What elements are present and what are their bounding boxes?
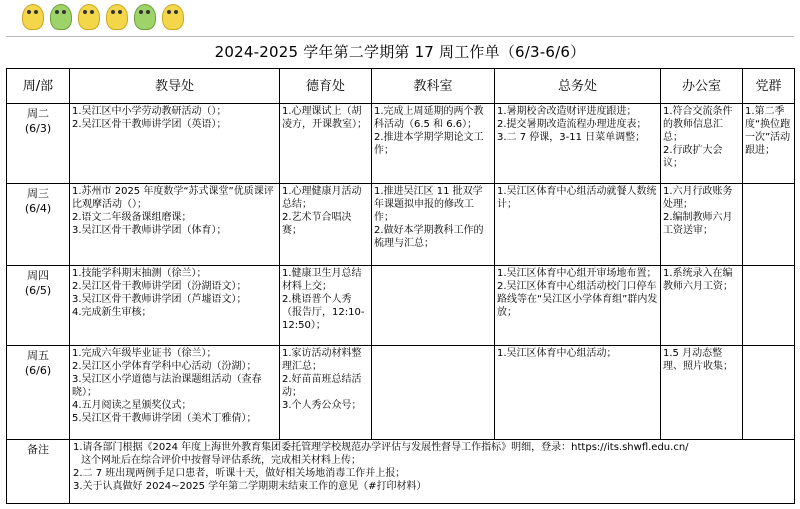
date-label: (6/4): [24, 202, 52, 215]
task-item: 1.吴江区体育中心组活动就餐人数统计；: [497, 186, 657, 210]
task-item: 2.语文二年级备课组磨课；: [72, 212, 192, 223]
header-cell: 周/部: [7, 69, 70, 104]
jiaodao-cell: [70, 346, 280, 440]
mascot-icon: [78, 4, 100, 30]
zongwu-cell: [495, 104, 661, 184]
date-label: (6/3): [24, 122, 52, 135]
deyu-cell: [280, 346, 372, 440]
notes-cell: [70, 440, 795, 504]
task-item: 1.系统录入在编教师六月工资；: [663, 268, 733, 292]
task-item: 1.推进吴江区 11 批双学年课题拟申报的修改工作；: [374, 186, 483, 223]
header-rule: [6, 36, 794, 37]
page-title: 2024-2025 学年第二学期第 17 周工作单（6/3-6/6）: [214, 43, 586, 61]
jiaodao-cell: [70, 184, 280, 266]
task-item: 1.符合交流条件的教师信息汇总；: [663, 106, 733, 143]
task-item: 1.吴江区体育中心组开审场地布置；: [497, 268, 657, 279]
task-item: 2.做好本学期教科工作的梳理与汇总；: [374, 225, 484, 249]
header-cell: 德育处: [280, 69, 372, 104]
task-item: 1.心理课试上（胡凌方，开课教室）；: [282, 106, 367, 130]
task-item: 4.完成新生审核；: [72, 307, 152, 318]
notes-row: [7, 440, 795, 504]
day-label: 周四: [27, 269, 49, 282]
day-cell: [7, 104, 70, 184]
note-item: 3.关于认真做好 2024~2025 学年第二学期期末结束工作的意见（#打印材料）: [73, 481, 427, 492]
task-item: 1.心理健康月活动总结；: [282, 186, 362, 210]
table-header-row: [7, 69, 795, 104]
bangong-cell: [661, 346, 743, 440]
header-cell: 党群: [743, 69, 795, 104]
note-item: 这个网址后在综合评价中按督导评估系统，完成相关材料上传；: [81, 455, 361, 466]
jiaoke-cell: [372, 266, 495, 346]
dangqun-cell: [743, 184, 795, 266]
mascot-icon: [50, 4, 72, 30]
day-label: 周五: [27, 349, 49, 362]
day-cell: [7, 346, 70, 440]
task-item: 2.吴江区小学体育学科中心活动（汾湖）；: [72, 361, 257, 372]
notes-label: 备注: [7, 440, 70, 504]
bangong-cell: [661, 184, 743, 266]
task-item: 2.提交暑期改造流程办理进度表；: [497, 119, 647, 130]
deyu-cell: [280, 104, 372, 184]
task-item: 3.吴江区小学道德与法治课题组活动（查春晓）；: [72, 374, 262, 398]
task-item: 2.吴江区体育中心组活动校门口停车路线等在“吴江区小学体育组”群内发放；: [497, 281, 658, 318]
mascot-icon: [162, 4, 184, 30]
jiaoke-cell: [372, 184, 495, 266]
task-item: 1.健康卫生月总结材料上交；: [282, 268, 362, 292]
task-item: 2.吴江区骨干教师讲学团（英语）；: [72, 119, 227, 130]
work-schedule-table: [6, 68, 795, 504]
day-cell: [7, 266, 70, 346]
task-item: 2.艺术节合唱决赛；: [282, 212, 352, 236]
dangqun-cell: [743, 266, 795, 346]
task-item: 3.个人秀公众号；: [282, 400, 362, 411]
task-item: 2.好苗苗班总结活动；: [282, 374, 362, 398]
table-row: [7, 104, 795, 184]
bangong-cell: [661, 104, 743, 184]
table-row: [7, 184, 795, 266]
deyu-cell: [280, 266, 372, 346]
zongwu-cell: [495, 266, 661, 346]
header-cell: 办公室: [661, 69, 743, 104]
task-item: 1.暑期校舍改造财评进度跟进；: [497, 106, 637, 117]
jiaoke-cell: [372, 104, 495, 184]
task-item: 1.吴江区中小学劳动教研活动（）；: [72, 106, 227, 117]
table-row: [7, 346, 795, 440]
task-item: 1.苏州市 2025 年度数学“苏式课堂”优质课评比观摩活动（）；: [72, 186, 274, 210]
task-item: 3.吴江区骨干教师讲学团（芦墟语文）；: [72, 294, 247, 305]
task-item: 1.完成六年级毕业证书（徐兰）；: [72, 348, 217, 359]
jiaodao-cell: [70, 104, 280, 184]
header-cell: 总务处: [495, 69, 661, 104]
zongwu-cell: [495, 346, 661, 440]
day-label: 周二: [27, 107, 49, 120]
task-item: 4.五月阅读之星颁奖仪式；: [72, 400, 192, 411]
day-label: 周三: [27, 187, 49, 200]
table-row: [7, 266, 795, 346]
mascot-icon: [22, 4, 44, 30]
task-item: 2.吴江区骨干教师讲学团（汾湖语文）；: [72, 281, 247, 292]
task-item: 3.吴江区骨干教师讲学团（体育）；: [72, 225, 227, 236]
date-label: (6/6): [24, 364, 52, 377]
task-item: 1.5 月动态整理、照片收集；: [663, 348, 733, 372]
date-label: (6/5): [24, 284, 52, 297]
bangong-cell: [661, 266, 743, 346]
task-item: 1.六月行政账务处理；: [663, 186, 733, 210]
task-item: 3.二 7 停课，3-11 日菜单调整；: [497, 132, 646, 143]
mascot-icon: [134, 4, 156, 30]
task-item: 1.第二季度“换位跑一次”活动跟进；: [745, 106, 791, 156]
zongwu-cell: [495, 184, 661, 266]
task-item: 1.完成上周延期的两个教科活动（6.5 和 6.6）；: [374, 106, 484, 130]
task-item: 1.技能学科期末抽测（徐兰）；: [72, 268, 207, 279]
note-item: 2.二 7 班出现两例手足口患者，听课十天，做好相关场地消毒工作并上报；: [73, 468, 406, 479]
task-item: 2.编制教师六月工资送审；: [663, 212, 733, 236]
task-item: 5.吴江区骨干教师讲学团（美术丁雅倩）；: [72, 413, 257, 424]
header-cell: 教导处: [70, 69, 280, 104]
note-item: 1.请各部门根据《2024 年度上海世外教育集团委托管理学校规范办学评估与发展性督导工作指标》明细，登录：https://its.shwfl.edu.cn/: [73, 442, 689, 453]
dangqun-cell: [743, 104, 795, 184]
header-cell: 教科室: [372, 69, 495, 104]
dangqun-cell: [743, 346, 795, 440]
jiaoke-cell: [372, 346, 495, 440]
deyu-cell: [280, 184, 372, 266]
jiaodao-cell: [70, 266, 280, 346]
task-item: 2.行政扩大会议；: [663, 145, 723, 169]
task-item: 1.吴江区体育中心组活动；: [497, 348, 617, 359]
mascot-icon: [106, 4, 128, 30]
task-item: 2.推进本学期学期论文工作；: [374, 132, 484, 156]
header-decoration: [22, 4, 184, 30]
day-cell: [7, 184, 70, 266]
task-item: 2.桃语普个人秀（报告厅，12:10-12:50）；: [282, 294, 365, 331]
task-item: 1.家访活动材料整理汇总；: [282, 348, 362, 372]
